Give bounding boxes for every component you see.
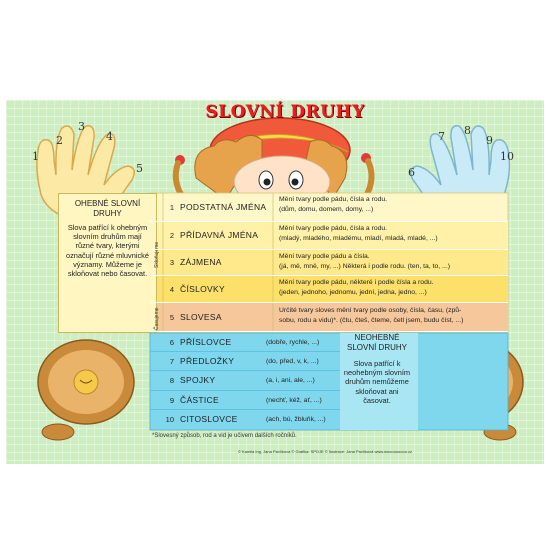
finger-number: 2 — [56, 134, 63, 147]
table-row — [150, 352, 340, 371]
sklonujeme-label: Skloňujeme — [154, 241, 160, 268]
row-description — [276, 303, 463, 331]
row-example: (a, i, ani, ale, ...) — [266, 377, 315, 384]
row-number: 8 — [169, 376, 174, 385]
row-number: 2 — [169, 231, 174, 240]
neohebne-heading: NEOHEBNÉ SLOVNÍ DRUHY — [346, 333, 407, 352]
row-number: 5 — [169, 313, 174, 322]
table-row — [150, 193, 508, 222]
finger-number: 5 — [136, 162, 143, 175]
description-line: (dům, domu, domem, domy, ...) — [279, 205, 374, 213]
finger-number: 8 — [464, 124, 471, 137]
row-name: ZÁJMENA — [180, 257, 222, 267]
left-foot-illustration — [38, 340, 134, 440]
finger-number: 10 — [500, 150, 514, 163]
row-example: (ach, bú, žbluňk, ...) — [266, 416, 326, 423]
table-row — [150, 391, 340, 410]
finger-number: 9 — [486, 134, 493, 147]
neohebne-text: Slova patřící k neohebným slovním druhům nemůžeme skloňovat ani časovat. — [343, 359, 411, 405]
row-name: ČÍSLOVKY — [180, 284, 225, 294]
credits: © Kamila Ing. Jana Pavlíková © Grafika: SPOJE © Ilustrace: Jana Pavlíková www.wooooooooo.cz — [238, 449, 413, 454]
row-example: (dobře, rychle, ...) — [266, 339, 320, 346]
finger-number: 6 — [408, 166, 415, 179]
row-description — [276, 276, 434, 302]
row-description — [276, 222, 438, 249]
description-line: sobu, rodu a vidu)*. (čtu, čteš, čteme, četl jsem, budu číst, ...) — [279, 316, 464, 324]
ohebne-heading: OHEBNÉ SLOVNÍ DRUHY — [74, 199, 141, 218]
neohebne-description-box — [341, 333, 413, 433]
table-row — [150, 303, 508, 332]
description-line: Mění tvary podle pádu, čísla a rodu. — [279, 196, 388, 203]
row-name: ČÁSTICE — [180, 395, 219, 405]
ohebne-description-box — [58, 193, 157, 333]
row-number: 3 — [169, 258, 174, 267]
row-description — [276, 250, 450, 275]
row-name: SLOVESA — [180, 312, 222, 322]
description-line: (jeden, jednoho, jednomu, jední, jedna, jedno, ...) — [279, 288, 427, 296]
poster-title: SLOVNÍ DRUHY — [205, 102, 365, 122]
row-number: 10 — [165, 415, 174, 424]
footnote: *Slovesný způsob, rod a vid je učivem dalších ročníků. — [152, 433, 297, 439]
row-example: (nechť, kéž, ať, ...) — [266, 397, 322, 404]
table-row — [150, 371, 340, 391]
table-row — [150, 410, 340, 430]
row-number: 9 — [169, 396, 174, 405]
row-name: PŘÍSLOVCE — [180, 337, 232, 347]
row-number: 6 — [169, 338, 174, 347]
row-name: PŘÍDAVNÁ JMÉNA — [180, 230, 259, 240]
table-row — [150, 276, 508, 303]
table-row — [150, 250, 508, 276]
row-number: 1 — [169, 203, 174, 212]
table-row — [150, 333, 340, 352]
row-name: PŘEDLOŽKY — [180, 356, 235, 366]
finger-number: 4 — [106, 130, 113, 143]
description-line: Mění tvary podle pádu, některé i podle čísla a rodu. — [279, 279, 434, 286]
description-line: Mění tvary podle pádu, čísla a rodu. — [279, 225, 388, 232]
finger-number: 1 — [32, 150, 39, 163]
description-line: Určité tvary sloves mění tvary podle osoby, čísla, času, (způ- — [279, 307, 462, 314]
row-number: 4 — [169, 285, 174, 294]
description-line: (já, mě, mně, my, ...) Některá i podle rodu. (ten, ta, to, ...) — [279, 262, 450, 270]
row-number: 7 — [169, 357, 174, 366]
table-row — [150, 222, 508, 250]
ohebne-text: Slova patřící k ohebným slovním druhům mají různé tvary, kterými označují různé mluvnické významy. Můžeme je skloňovat nebo časovat. — [66, 223, 149, 279]
description-line: Mění tvary podle pádu a čísla. — [279, 253, 370, 260]
finger-number: 7 — [438, 130, 445, 143]
row-name: PODSTATNÁ JMÉNA — [180, 202, 267, 212]
casujeme-label: Časujeme — [154, 307, 160, 330]
finger-number: 3 — [78, 120, 85, 133]
row-name: CITOSLOVCE — [180, 414, 238, 424]
row-name: SPOJKY — [180, 375, 216, 385]
row-example: (do, před, v, k, ...) — [266, 358, 319, 365]
description-line: (mladý, mladého, mladému, mladí, mladá, mladé, ...) — [279, 234, 438, 242]
row-description — [276, 193, 387, 221]
